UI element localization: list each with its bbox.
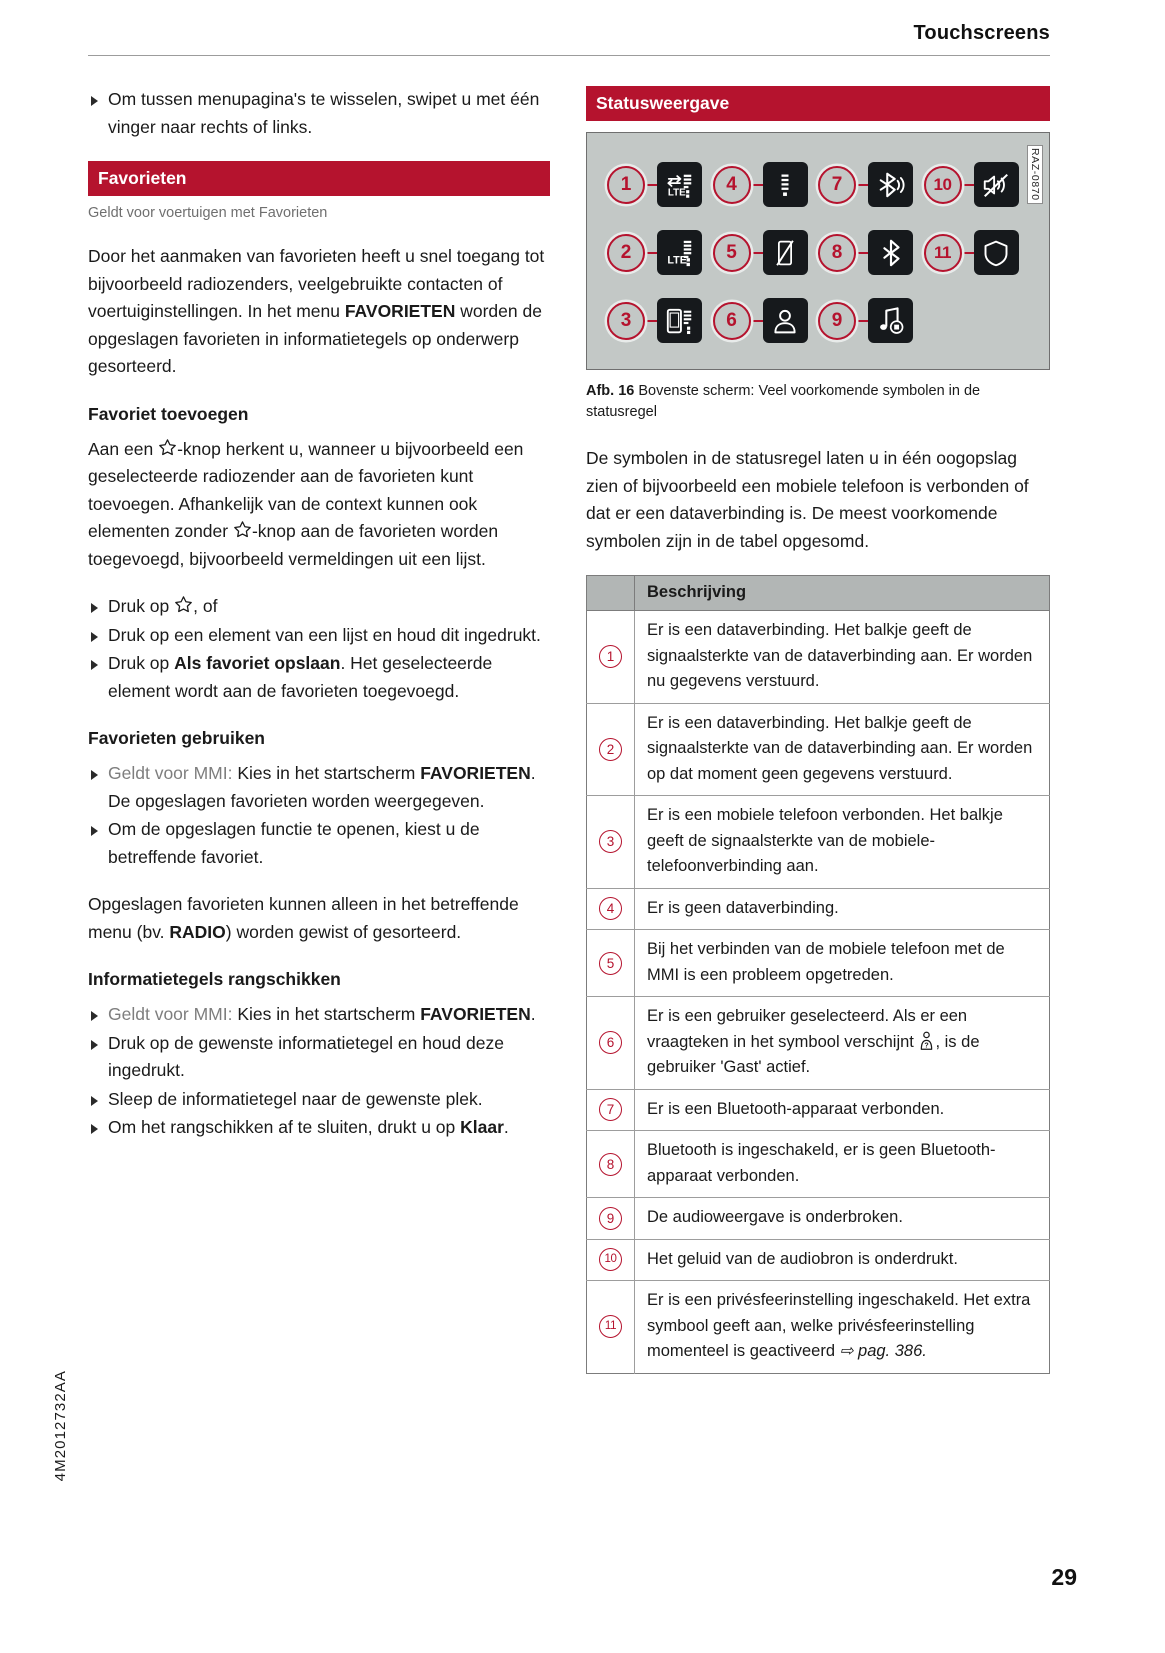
signal-bars-no-data-icon xyxy=(763,162,808,207)
figure-item-4 xyxy=(713,162,819,207)
applies-to-mmi-label: Geldt voor MMI: xyxy=(108,1004,233,1024)
bullet-text: Druk op de gewenste informatietegel en houd deze ingedrukt. xyxy=(108,1032,504,1080)
figure-caption-text: Bovenste scherm: Veel voorkomende symbolen in de statusregel xyxy=(586,383,981,420)
row-number-cell xyxy=(587,796,635,889)
bullet-text-a: Om het rangschikken af te sluiten, drukt u op xyxy=(108,1117,461,1137)
gebruiken-bullet-list xyxy=(88,760,550,871)
page-number: 29 xyxy=(1051,1564,1077,1590)
callout-number: 7 xyxy=(818,166,856,204)
guest-user-icon xyxy=(918,1033,935,1051)
figure-item-9 xyxy=(818,298,924,343)
row-number-cell xyxy=(587,1089,635,1131)
paragraph-part-b: -knop herkent u, wanneer u bijvoorbeeld een geselecteerde radiozender aan de favorieten kunt toevoegen. Afhankelijk van de context kunnen ook elementen zonder xyxy=(88,438,524,541)
cross-reference-link[interactable]: ⇨ pag. 386. xyxy=(839,1342,927,1360)
figure-row xyxy=(607,287,1029,355)
numcircle: 2 xyxy=(599,738,622,761)
svg-text:LTE: LTE xyxy=(667,187,686,199)
bullet-text-a: Kies in het startscherm xyxy=(232,1004,421,1024)
row-description-cell: Er is een dataverbinding. Het balkje geeft de signaalsterkte van de dataverbinding aan. Er worden op dat moment geen gegevens verstuurd. xyxy=(635,703,1050,796)
figure-row xyxy=(607,219,1029,287)
list-item xyxy=(88,650,550,705)
symbols-table xyxy=(586,575,1050,1374)
list-item xyxy=(88,1114,550,1142)
paragraph-part-b: ) worden gewist of gesorteerd. xyxy=(225,921,462,942)
bullet-text-a: Druk op xyxy=(108,653,175,673)
menu-name-favorieten: FAVORIETEN xyxy=(420,763,531,783)
list-item xyxy=(88,1001,550,1029)
heading-favorieten-gebruiken: Favorieten gebruiken xyxy=(88,728,265,748)
numcircle: 3 xyxy=(599,830,622,853)
numcircle: 4 xyxy=(599,897,622,920)
table-row xyxy=(587,930,1050,997)
row-number-cell xyxy=(587,703,635,796)
callout-number: 2 xyxy=(607,234,645,272)
callout-number: 9 xyxy=(818,302,856,340)
bullet-text-b: . Het geselecteerde element wordt aan de favorieten toegevoegd. xyxy=(108,653,493,701)
user-icon xyxy=(763,298,808,343)
figure-item-11 xyxy=(924,230,1030,275)
heading-favoriet-toevoegen: Favoriet toevoegen xyxy=(88,403,249,424)
table-row xyxy=(587,1239,1050,1281)
menu-name-favorieten: FAVORIETEN xyxy=(420,1004,531,1024)
list-item xyxy=(88,1030,550,1085)
numcircle: 5 xyxy=(599,952,622,975)
figure-caption xyxy=(586,381,1050,423)
figure-item-8 xyxy=(818,230,924,275)
leader-line xyxy=(644,252,657,255)
callout-number: 3 xyxy=(607,302,645,340)
list-item xyxy=(88,86,550,141)
bullet-text: Sleep de informatietegel naar de gewenste plek. xyxy=(108,1088,483,1109)
row-description-cell: De audioweergave is onderbroken. xyxy=(635,1198,1050,1240)
header-divider xyxy=(88,55,1050,56)
table-row xyxy=(587,1198,1050,1240)
bullet-text-b: , of xyxy=(193,596,218,616)
favorieten-intro-paragraph xyxy=(88,243,550,381)
button-label-klaar: Klaar xyxy=(460,1117,504,1137)
callout-number: 6 xyxy=(713,302,751,340)
row-number-cell xyxy=(587,1131,635,1198)
section-bar-label: Statusweergave xyxy=(596,93,730,113)
lte-signal-icon xyxy=(657,230,702,275)
leader-line xyxy=(961,184,974,187)
list-item xyxy=(88,593,550,621)
figure-item-7 xyxy=(818,162,924,207)
column-header-number xyxy=(587,576,635,611)
list-item xyxy=(88,816,550,871)
svg-text:?: ? xyxy=(924,1041,930,1050)
figure-item-2 xyxy=(607,230,713,275)
paragraph-part-a: Aan een xyxy=(88,438,159,459)
row-description-cell: Er is een dataverbinding. Het balkje geeft de signaalsterkte van de dataverbinding aan. Er worden nu gegevens verstuurd. xyxy=(635,611,1050,704)
table-row xyxy=(587,888,1050,930)
shield-privacy-icon xyxy=(974,230,1019,275)
bullet-text: Om de opgeslagen functie te openen, kiest u de betreffende favoriet. xyxy=(108,819,480,867)
bullet-text: Druk op een element van een lijst en houd dit ingedrukt. xyxy=(108,624,541,645)
page-header xyxy=(88,22,1050,56)
callout-number: 8 xyxy=(818,234,856,272)
row-text-a: Er is een privésfeerinstelling ingeschakeld. Het extra symbool geeft aan, welke privésfeerinstelling momenteel is geactiveerd xyxy=(647,1291,1031,1360)
leader-line xyxy=(750,320,763,323)
callout-number: 11 xyxy=(924,234,962,272)
column-header-description: Beschrijving xyxy=(635,576,1050,611)
row-text-b: , is de gebruiker 'Gast' actief. xyxy=(647,1032,980,1076)
figure-item-6 xyxy=(713,298,819,343)
numcircle: 10 xyxy=(599,1248,622,1271)
bullet-text: Om tussen menupagina's te wisselen, swipet u met één vinger naar rechts of links. xyxy=(108,89,540,137)
applies-to-note: Geldt voor voertuigen met Favorieten xyxy=(88,205,328,221)
bluetooth-icon xyxy=(868,230,913,275)
document-code: 4M2012732AA xyxy=(52,1370,69,1482)
figure-code: RAZ-0870 xyxy=(1027,145,1043,204)
figure-item-10 xyxy=(924,162,1030,207)
svg-text:LTE: LTE xyxy=(666,254,687,267)
table-row xyxy=(587,796,1050,889)
intro-bullet-list xyxy=(88,86,550,141)
list-item xyxy=(88,622,550,650)
figure-label: Afb. 16 xyxy=(586,383,635,399)
row-number-cell xyxy=(587,997,635,1090)
callout-number: 1 xyxy=(607,166,645,204)
rangschikken-bullet-list xyxy=(88,1001,550,1142)
table-row xyxy=(587,611,1050,704)
numcircle: 9 xyxy=(599,1207,622,1230)
paragraph-part-b: worden de opgeslagen favorieten in informatietegels op onderwerp gesorteerd. xyxy=(88,301,542,376)
table-row xyxy=(587,1089,1050,1131)
row-number-cell xyxy=(587,611,635,704)
bullet-text-a: Kies in het startscherm xyxy=(232,763,421,783)
numcircle: 7 xyxy=(599,1098,622,1121)
table-row xyxy=(587,997,1050,1090)
leader-line xyxy=(644,320,657,323)
table-header-row xyxy=(587,576,1050,611)
row-description-cell: Er is geen dataverbinding. xyxy=(635,888,1050,930)
callout-number: 4 xyxy=(713,166,751,204)
callout-number: 5 xyxy=(713,234,751,272)
button-label-als-favoriet-opslaan: Als favoriet opslaan xyxy=(174,653,341,673)
section-bar-label: Favorieten xyxy=(98,168,187,188)
callout-number: 10 xyxy=(924,166,962,204)
phone-crossed-icon xyxy=(763,230,808,275)
numcircle: 11 xyxy=(599,1315,622,1338)
row-text-a: Er is een gebruiker geselecteerd. Als er een vraagteken in het symbool verschijnt xyxy=(647,1007,968,1051)
row-number-cell xyxy=(587,1239,635,1281)
numcircle: 6 xyxy=(599,1031,622,1054)
row-number-cell xyxy=(587,888,635,930)
leader-line xyxy=(750,252,763,255)
leader-line xyxy=(855,252,868,255)
row-number-cell xyxy=(587,930,635,997)
star-icon xyxy=(174,594,193,622)
bullet-text-a: Druk op xyxy=(108,596,175,616)
row-description-cell: Er is een Bluetooth-apparaat verbonden. xyxy=(635,1089,1050,1131)
leader-line xyxy=(855,320,868,323)
star-icon xyxy=(233,519,252,547)
row-description-cell xyxy=(635,997,1050,1090)
page-title: Touchscreens xyxy=(913,22,1050,44)
audio-paused-icon xyxy=(868,298,913,343)
leader-line xyxy=(961,252,974,255)
speaker-muted-icon xyxy=(974,162,1019,207)
list-item xyxy=(88,760,550,815)
row-description-cell: Bij het verbinden van de mobiele telefoon met de MMI is een probleem opgetreden. xyxy=(635,930,1050,997)
left-column xyxy=(88,86,550,1162)
menu-name-favorieten: FAVORIETEN xyxy=(344,301,456,321)
toevoegen-paragraph xyxy=(88,436,550,574)
leader-line xyxy=(644,184,657,187)
bluetooth-connected-icon xyxy=(868,162,913,207)
bullet-text-b: . xyxy=(530,1004,536,1024)
table-row xyxy=(587,1131,1050,1198)
row-description-cell xyxy=(635,1281,1050,1374)
gebruiken-paragraph xyxy=(88,891,550,946)
row-description-cell: Er is een mobiele telefoon verbonden. Het balkje geeft de signaalsterkte van de mobiele-telefoonverbinding aan. xyxy=(635,796,1050,889)
paragraph-part-a: Door het aanmaken van favorieten heeft u snel toegang tot bijvoorbeeld radiozenders, veelgebruikte contacten of voertuiginstellingen. In het menu xyxy=(88,246,545,321)
row-description-cell: Het geluid van de audiobron is onderdrukt. xyxy=(635,1239,1050,1281)
table-row xyxy=(587,703,1050,796)
figure-row xyxy=(607,151,1029,219)
numcircle: 1 xyxy=(599,645,622,668)
statusregel-intro-paragraph: De symbolen in de statusregel laten u in één oogopslag zien of bijvoorbeeld een mobiele telefoon is verbonden of dat er een dataverbinding is. De meest voorkomende symbolen zijn in de tabel opgesomd. xyxy=(586,448,1029,551)
row-number-cell xyxy=(587,1281,635,1374)
menu-name-radio: RADIO xyxy=(169,921,226,942)
lte-data-transfer-icon xyxy=(657,162,702,207)
section-bar-statusweergave xyxy=(586,86,1050,121)
toevoegen-bullet-list xyxy=(88,593,550,705)
bullet-text-b: . De opgeslagen favorieten worden weergegeven. xyxy=(108,763,536,811)
leader-line xyxy=(855,184,868,187)
figure-icon-grid xyxy=(607,151,1029,355)
applies-to-mmi-label: Geldt voor MMI: xyxy=(108,763,233,783)
figure-item-5 xyxy=(713,230,819,275)
paragraph-part-c: -knop aan de favorieten worden toegevoegd, bijvoorbeeld vermeldingen uit een lijst. xyxy=(88,521,499,569)
leader-line xyxy=(750,184,763,187)
row-number-cell xyxy=(587,1198,635,1240)
figure-item-1 xyxy=(607,162,713,207)
star-icon xyxy=(158,437,177,465)
figure-item-3 xyxy=(607,298,713,343)
paragraph-part-a: Opgeslagen favorieten kunnen alleen in het betreffende menu (bv. xyxy=(88,894,519,942)
row-description-cell: Bluetooth is ingeschakeld, er is geen Bluetooth-apparaat verbonden. xyxy=(635,1131,1050,1198)
phone-signal-icon xyxy=(657,298,702,343)
numcircle: 8 xyxy=(599,1153,622,1176)
bullet-text-b: . xyxy=(503,1117,509,1137)
section-bar-favorieten xyxy=(88,161,550,196)
heading-informatietegels-rangschikken: Informatietegels rangschikken xyxy=(88,969,341,989)
status-symbols-figure xyxy=(586,132,1050,370)
list-item xyxy=(88,1086,550,1114)
right-column xyxy=(586,86,1050,1374)
table-row xyxy=(587,1281,1050,1374)
